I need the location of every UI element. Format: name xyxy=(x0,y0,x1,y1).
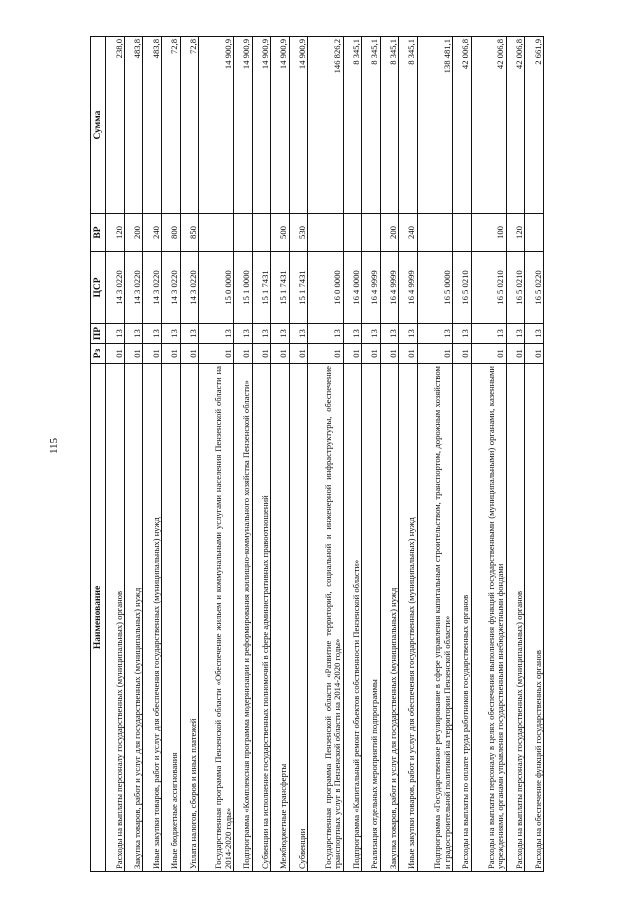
table-row xyxy=(525,37,544,872)
vr-cell: 120 xyxy=(506,214,525,252)
csr-cell: 16 0 0000 xyxy=(308,252,343,324)
sum-cell: 72,8 xyxy=(161,37,180,214)
name-cell: Иные бюджетные ассигнования xyxy=(161,364,180,872)
rz-cell: 01 xyxy=(362,344,381,364)
pr-cell: 13 xyxy=(199,324,234,344)
table-row xyxy=(143,37,162,872)
name-cell: Расходы на выплаты персоналу в целях обеспечения выполнения функций государственными (муниципальными) органами, казенными учреждениями, органами управления государственными внебюджетными фондами xyxy=(471,364,506,872)
rz-cell: 01 xyxy=(452,344,471,364)
sum-cell: 14 900,9 xyxy=(252,37,271,214)
budget-table-container xyxy=(90,37,544,872)
table-row xyxy=(124,37,143,872)
sum-cell: 146 826,2 xyxy=(308,37,343,214)
vr-cell xyxy=(417,214,452,252)
rz-cell: 01 xyxy=(252,344,271,364)
budget-table xyxy=(90,36,544,872)
table-row xyxy=(343,37,362,872)
header-name: Наименование xyxy=(91,364,106,872)
pr-cell: 13 xyxy=(308,324,343,344)
table-row xyxy=(471,37,506,872)
rz-cell: 01 xyxy=(471,344,506,364)
rz-cell: 01 xyxy=(525,344,544,364)
rz-cell: 01 xyxy=(180,344,199,364)
pr-cell: 13 xyxy=(124,324,143,344)
rz-cell: 01 xyxy=(308,344,343,364)
sum-cell: 42 006,8 xyxy=(471,37,506,214)
table-row xyxy=(362,37,381,872)
pr-cell: 13 xyxy=(399,324,418,344)
vr-cell: 240 xyxy=(399,214,418,252)
vr-cell xyxy=(308,214,343,252)
csr-cell: 16 4 9999 xyxy=(380,252,399,324)
rz-cell: 01 xyxy=(143,344,162,364)
csr-cell: 14 3 0220 xyxy=(106,252,125,324)
vr-cell: 200 xyxy=(124,214,143,252)
sum-cell: 8 345,1 xyxy=(343,37,362,214)
sum-cell: 8 345,1 xyxy=(380,37,399,214)
rz-cell: 01 xyxy=(234,344,253,364)
sum-cell: 42 006,8 xyxy=(452,37,471,214)
csr-cell: 14 3 0220 xyxy=(124,252,143,324)
vr-cell: 100 xyxy=(471,214,506,252)
table-row xyxy=(252,37,271,872)
table-row xyxy=(308,37,343,872)
sum-cell: 8 345,1 xyxy=(362,37,381,214)
vr-cell xyxy=(252,214,271,252)
header-sum: Сумма xyxy=(91,37,106,214)
name-cell: Государственная программа Пензенской области «Развитие территорий, социальной и инженерной инфраструктуры, обеспечение транспортных услуг в Пензенской области на 2014-2020 годы» xyxy=(308,364,343,872)
sum-cell: 2 661,9 xyxy=(525,37,544,214)
vr-cell xyxy=(362,214,381,252)
csr-cell: 15 1 0000 xyxy=(234,252,253,324)
vr-cell: 200 xyxy=(380,214,399,252)
rz-cell: 01 xyxy=(106,344,125,364)
table-row xyxy=(417,37,452,872)
rz-cell: 01 xyxy=(271,344,290,364)
pr-cell: 13 xyxy=(417,324,452,344)
name-cell: Реализация отдельных мероприятий подпрограммы xyxy=(362,364,381,872)
table-header-row xyxy=(91,37,106,872)
pr-cell: 13 xyxy=(106,324,125,344)
name-cell: Расходы на обеспечение функций государственных органов xyxy=(525,364,544,872)
csr-cell: 16 4 9999 xyxy=(399,252,418,324)
table-row xyxy=(506,37,525,872)
vr-cell: 240 xyxy=(143,214,162,252)
name-cell: Субвенции на исполнение государственных полномочий в сфере административных правоотношений xyxy=(252,364,271,872)
csr-cell: 14 3 0220 xyxy=(143,252,162,324)
vr-cell: 850 xyxy=(180,214,199,252)
sum-cell: 14 900,9 xyxy=(289,37,308,214)
csr-cell: 16 4 9999 xyxy=(362,252,381,324)
csr-cell: 15 0 0000 xyxy=(199,252,234,324)
vr-cell xyxy=(343,214,362,252)
table-row xyxy=(180,37,199,872)
table-row xyxy=(399,37,418,872)
vr-cell: 800 xyxy=(161,214,180,252)
csr-cell: 15 1 7431 xyxy=(271,252,290,324)
header-vr: ВР xyxy=(91,214,106,252)
name-cell: Закупка товаров, работ и услуг для государственных (муниципальных) нужд xyxy=(124,364,143,872)
name-cell: Субвенции xyxy=(289,364,308,872)
vr-cell xyxy=(525,214,544,252)
pr-cell: 13 xyxy=(362,324,381,344)
sum-cell: 72,8 xyxy=(180,37,199,214)
vr-cell xyxy=(199,214,234,252)
csr-cell: 15 1 7431 xyxy=(252,252,271,324)
sum-cell: 14 900,9 xyxy=(234,37,253,214)
name-cell: Иные закупки товаров, работ и услуг для обеспечения государственных (муниципальных) нужд xyxy=(143,364,162,872)
name-cell: Закупка товаров, работ и услуг для государственных (муниципальных) нужд xyxy=(380,364,399,872)
rz-cell: 01 xyxy=(417,344,452,364)
rz-cell: 01 xyxy=(289,344,308,364)
pr-cell: 13 xyxy=(180,324,199,344)
vr-cell xyxy=(452,214,471,252)
table-row xyxy=(161,37,180,872)
rz-cell: 01 xyxy=(380,344,399,364)
sum-cell: 14 900,9 xyxy=(271,37,290,214)
sum-cell: 8 345,1 xyxy=(399,37,418,214)
table-row xyxy=(289,37,308,872)
pr-cell: 13 xyxy=(380,324,399,344)
sum-cell: 14 900,9 xyxy=(199,37,234,214)
name-cell: Подпрограмма «Капитальный ремонт объектов собственности Пензенской области» xyxy=(343,364,362,872)
name-cell: Уплата налогов, сборов и иных платежей xyxy=(180,364,199,872)
name-cell: Межбюджетные трансферты xyxy=(271,364,290,872)
csr-cell: 16 5 0210 xyxy=(452,252,471,324)
rz-cell: 01 xyxy=(124,344,143,364)
pr-cell: 13 xyxy=(143,324,162,344)
sum-cell: 483,8 xyxy=(124,37,143,214)
pr-cell: 13 xyxy=(252,324,271,344)
header-rz: Рз xyxy=(91,344,106,364)
sum-cell: 42 006,8 xyxy=(506,37,525,214)
vr-cell: 500 xyxy=(271,214,290,252)
table-row xyxy=(452,37,471,872)
rz-cell: 01 xyxy=(161,344,180,364)
pr-cell: 13 xyxy=(234,324,253,344)
rz-cell: 01 xyxy=(399,344,418,364)
csr-cell: 14 3 0220 xyxy=(180,252,199,324)
page-number: 115 xyxy=(48,437,60,455)
csr-cell: 14 3 0220 xyxy=(161,252,180,324)
vr-cell: 120 xyxy=(106,214,125,252)
name-cell: Расходы на выплаты по оплате труда работников государственных органов xyxy=(452,364,471,872)
pr-cell: 13 xyxy=(271,324,290,344)
pr-cell: 13 xyxy=(471,324,506,344)
table-row xyxy=(271,37,290,872)
csr-cell: 16 5 0220 xyxy=(525,252,544,324)
header-pr: ПР xyxy=(91,324,106,344)
csr-cell: 16 5 0210 xyxy=(506,252,525,324)
name-cell: Иные закупки товаров, работ и услуг для обеспечения государственных (муниципальных) нужд xyxy=(399,364,418,872)
rz-cell: 01 xyxy=(199,344,234,364)
rz-cell: 01 xyxy=(506,344,525,364)
vr-cell xyxy=(234,214,253,252)
name-cell: Подпрограмма «Государственное регулирование в сфере управления капитальным строительством, транспортом, дорожным хозяйством и градостроительной политикой на территории Пензенской области» xyxy=(417,364,452,872)
pr-cell: 13 xyxy=(506,324,525,344)
name-cell: Государственная программа Пензенской области «Обеспечение жильем и коммунальными услугами населения Пензенской области на 2014-2020 годы» xyxy=(199,364,234,872)
sum-cell: 483,8 xyxy=(143,37,162,214)
pr-cell: 13 xyxy=(161,324,180,344)
header-csr: ЦСР xyxy=(91,252,106,324)
pr-cell: 13 xyxy=(525,324,544,344)
name-cell: Расходы на выплаты персоналу государственных (муниципальных) органов xyxy=(506,364,525,872)
pr-cell: 13 xyxy=(289,324,308,344)
name-cell: Подпрограмма «Комплексная программа модернизации и реформирования жилищно-коммунального хозяйства Пензенской области» xyxy=(234,364,253,872)
csr-cell: 16 5 0210 xyxy=(471,252,506,324)
csr-cell: 16 5 0000 xyxy=(417,252,452,324)
pr-cell: 13 xyxy=(343,324,362,344)
csr-cell: 16 4 0000 xyxy=(343,252,362,324)
rz-cell: 01 xyxy=(343,344,362,364)
table-row xyxy=(106,37,125,872)
vr-cell: 530 xyxy=(289,214,308,252)
sum-cell: 138 481,1 xyxy=(417,37,452,214)
table-row xyxy=(199,37,234,872)
pr-cell: 13 xyxy=(452,324,471,344)
table-row xyxy=(234,37,253,872)
csr-cell: 15 1 7431 xyxy=(289,252,308,324)
sum-cell: 238,0 xyxy=(106,37,125,214)
table-row xyxy=(380,37,399,872)
name-cell: Расходы на выплаты персоналу государственных (муниципальных) органов xyxy=(106,364,125,872)
